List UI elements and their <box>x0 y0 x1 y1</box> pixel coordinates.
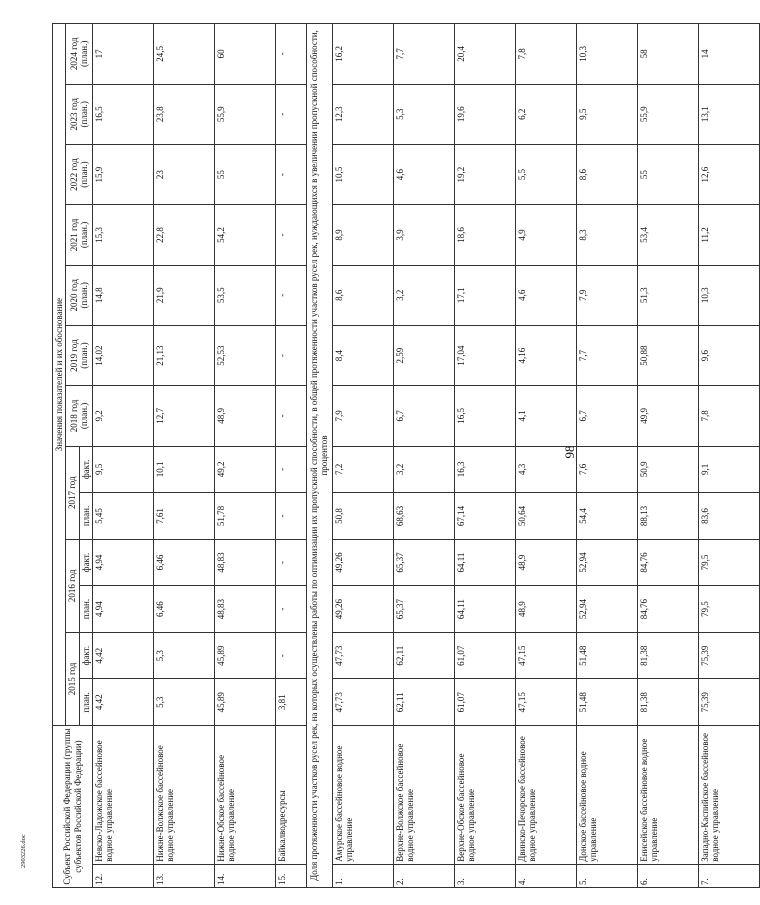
row-value-cell: 3,2 <box>393 265 454 325</box>
header-year-2018: 2018 год (план.) <box>66 386 93 446</box>
row-value-cell: 7,8 <box>698 386 759 446</box>
row-subject-name: Енисейское бассейновое водное управление <box>637 726 698 865</box>
row-subject-name: Байкалводресурсы <box>276 726 307 865</box>
row-value-cell: 7,9 <box>332 386 393 446</box>
row-value-cell: 79,5 <box>698 586 759 633</box>
row-value-cell: - <box>276 24 307 85</box>
row-value-cell: 7,7 <box>393 24 454 85</box>
row-value-cell: 54,2 <box>215 205 276 265</box>
row-value-cell: 8,9 <box>332 205 393 265</box>
row-value-cell: 50,9 <box>637 446 698 493</box>
row-value-cell: 51,48 <box>576 679 637 726</box>
row-value-cell: 10,1 <box>154 446 215 493</box>
row-value-cell: 9,2 <box>93 386 154 446</box>
page-number: 98 <box>562 445 577 459</box>
row-value-cell: 17 <box>93 24 154 85</box>
row-value-cell: 51,3 <box>637 265 698 325</box>
header-year-2021: 2021 год (план.) <box>66 205 93 265</box>
row-value-cell: 21,9 <box>154 265 215 325</box>
row-value-cell: - <box>276 632 307 679</box>
row-value-cell: 55 <box>637 144 698 204</box>
row-value-cell: - <box>276 493 307 540</box>
row-value-cell: 62,11 <box>393 679 454 726</box>
table-row <box>332 24 393 888</box>
row-value-cell: 48,9 <box>515 539 576 586</box>
row-value-cell: 8,3 <box>576 205 637 265</box>
row-subject-name: Верхне-Обское бассейновое водное управление <box>454 726 515 865</box>
row-value-cell: 20,4 <box>454 24 515 85</box>
row-value-cell: 13,1 <box>698 84 759 144</box>
row-value-cell: 50,8 <box>332 493 393 540</box>
header-2016-plan: план. <box>79 586 92 633</box>
header-2016-fact: факт. <box>79 539 92 586</box>
row-value-cell: 7,6 <box>576 446 637 493</box>
row-value-cell: 64,11 <box>454 539 515 586</box>
row-value-cell: 83,6 <box>698 493 759 540</box>
table-row <box>215 24 276 888</box>
row-value-cell: 81,38 <box>637 632 698 679</box>
row-value-cell: 47,15 <box>515 632 576 679</box>
section-title: Доля протяженности участков русел рек, на которых осуществлены работы по оптимизации их пропускной способности, в общей протяженности участков русел рек, нуждающихся в увеличении пропускной способности, процентов <box>307 24 333 888</box>
row-value-cell: 5,3 <box>393 84 454 144</box>
row-value-cell: 55 <box>215 144 276 204</box>
row-subject-name: Донское бассейновое водное управление <box>576 726 637 865</box>
row-value-cell: 49,9 <box>637 386 698 446</box>
row-value-cell: 49,26 <box>332 539 393 586</box>
row-value-cell: 12,6 <box>698 144 759 204</box>
row-value-cell: 7,8 <box>515 24 576 85</box>
row-value-cell: - <box>276 144 307 204</box>
row-value-cell: 17,04 <box>454 325 515 385</box>
row-value-cell: 4,1 <box>515 386 576 446</box>
row-subject-name: Невско-Ладожское бассейновое водное управление <box>93 726 154 865</box>
row-value-cell: 8,6 <box>576 144 637 204</box>
row-value-cell: 61,07 <box>454 679 515 726</box>
row-value-cell: 79,5 <box>698 539 759 586</box>
row-value-cell: 45,89 <box>215 632 276 679</box>
row-value-cell: 9,5 <box>576 84 637 144</box>
row-value-cell: 6,7 <box>393 386 454 446</box>
header-values-title: Значения показателей и их обоснование <box>53 24 66 726</box>
row-value-cell: 48,83 <box>215 586 276 633</box>
row-value-cell: 7,2 <box>332 446 393 493</box>
row-value-cell: 5,3 <box>154 679 215 726</box>
row-value-cell: 51,48 <box>576 632 637 679</box>
header-year-2019: 2019 год (план.) <box>66 325 93 385</box>
row-value-cell: 55,9 <box>637 84 698 144</box>
row-value-cell: 84,76 <box>637 586 698 633</box>
header-year-2017: 2017 год <box>66 446 79 539</box>
row-value-cell: 10,3 <box>698 265 759 325</box>
row-value-cell: 6,46 <box>154 539 215 586</box>
row-value-cell: 5,3 <box>154 632 215 679</box>
table-row <box>698 24 759 888</box>
header-2015-fact: факт. <box>79 632 92 679</box>
row-value-cell: 61,07 <box>454 632 515 679</box>
row-value-cell: 18,6 <box>454 205 515 265</box>
row-value-cell: 19,6 <box>454 84 515 144</box>
row-value-cell: 3,9 <box>393 205 454 265</box>
row-value-cell: - <box>276 386 307 446</box>
row-value-cell: 64,11 <box>454 586 515 633</box>
row-value-cell: 50,64 <box>515 493 576 540</box>
row-value-cell: 53,4 <box>637 205 698 265</box>
row-value-cell: 47,15 <box>515 679 576 726</box>
row-index: 5. <box>576 864 637 887</box>
table-row <box>454 24 515 888</box>
indicators-table <box>52 23 760 888</box>
row-value-cell: 14,02 <box>93 325 154 385</box>
row-value-cell: 7,7 <box>576 325 637 385</box>
row-value-cell: 4,6 <box>515 265 576 325</box>
row-value-cell: 65,37 <box>393 586 454 633</box>
row-value-cell: 7,9 <box>576 265 637 325</box>
row-value-cell: 10,3 <box>576 24 637 85</box>
row-value-cell: 48,9 <box>215 386 276 446</box>
table-body-part-b <box>332 24 759 888</box>
row-value-cell: 9,1 <box>698 446 759 493</box>
row-value-cell: - <box>276 84 307 144</box>
row-value-cell: 68,63 <box>393 493 454 540</box>
header-year-2020: 2020 год (план.) <box>66 265 93 325</box>
row-value-cell: 4,94 <box>93 586 154 633</box>
table-row <box>515 24 576 888</box>
row-value-cell: 45,89 <box>215 679 276 726</box>
row-value-cell: 19,2 <box>454 144 515 204</box>
row-value-cell: - <box>276 325 307 385</box>
row-value-cell: 54,4 <box>576 493 637 540</box>
row-value-cell: 10,5 <box>332 144 393 204</box>
row-value-cell: 47,73 <box>332 679 393 726</box>
row-index: 3. <box>454 864 515 887</box>
row-value-cell: 4,42 <box>93 679 154 726</box>
row-value-cell: 8,4 <box>332 325 393 385</box>
row-value-cell: 24,5 <box>154 24 215 85</box>
table-body-part-a <box>93 24 307 888</box>
row-index: 2. <box>393 864 454 887</box>
row-value-cell: 4,9 <box>515 205 576 265</box>
row-value-cell: 84,76 <box>637 539 698 586</box>
row-value-cell: 23,8 <box>154 84 215 144</box>
row-value-cell: 52,94 <box>576 586 637 633</box>
row-index: 7. <box>698 864 759 887</box>
row-value-cell: 51,78 <box>215 493 276 540</box>
row-value-cell: 4,6 <box>393 144 454 204</box>
header-year-2024: 2024 год (план.) <box>66 24 93 85</box>
row-value-cell: 17,1 <box>454 265 515 325</box>
row-value-cell: 6,2 <box>515 84 576 144</box>
header-2015-plan: план. <box>79 679 92 726</box>
header-year-2022: 2022 год (план.) <box>66 144 93 204</box>
row-value-cell: 14,8 <box>93 265 154 325</box>
row-value-cell: - <box>276 586 307 633</box>
row-value-cell: 16,3 <box>454 446 515 493</box>
table-row <box>576 24 637 888</box>
footer-filename: 2903226.doc <box>20 834 27 868</box>
row-value-cell: 60 <box>215 24 276 85</box>
header-year-2015: 2015 год <box>66 632 79 725</box>
table-row <box>393 24 454 888</box>
row-value-cell: 5,45 <box>93 493 154 540</box>
row-value-cell: 9,6 <box>698 325 759 385</box>
row-value-cell: 4,3 <box>515 446 576 493</box>
row-value-cell: 16,5 <box>454 386 515 446</box>
row-value-cell: 52,94 <box>576 539 637 586</box>
row-value-cell: 11,2 <box>698 205 759 265</box>
row-value-cell: - <box>276 539 307 586</box>
table-row <box>276 24 307 888</box>
row-value-cell: 7,61 <box>154 493 215 540</box>
row-index: 1. <box>332 864 393 887</box>
row-index: 15. <box>276 864 307 887</box>
row-value-cell: 4,42 <box>93 632 154 679</box>
row-value-cell: - <box>276 205 307 265</box>
row-value-cell: 52,53 <box>215 325 276 385</box>
row-value-cell: 67,14 <box>454 493 515 540</box>
header-year-2016: 2016 год <box>66 539 79 632</box>
row-value-cell: 6,7 <box>576 386 637 446</box>
row-index: 14. <box>215 864 276 887</box>
header-year-2023: 2023 год (план.) <box>66 84 93 144</box>
rotated-table-container <box>52 23 721 888</box>
row-value-cell: 14 <box>698 24 759 85</box>
row-subject-name: Западно-Каспийское бассейновое водное управление <box>698 726 759 865</box>
table-row <box>637 24 698 888</box>
row-value-cell: 48,9 <box>515 586 576 633</box>
row-value-cell: - <box>276 446 307 493</box>
row-subject-name: Амурское бассейновое водное управление <box>332 726 393 865</box>
row-value-cell: - <box>276 265 307 325</box>
row-value-cell: 8,6 <box>332 265 393 325</box>
row-value-cell: 15,3 <box>93 205 154 265</box>
row-index: 6. <box>637 864 698 887</box>
row-value-cell: 81,38 <box>637 679 698 726</box>
row-value-cell: 4,94 <box>93 539 154 586</box>
row-value-cell: 12,3 <box>332 84 393 144</box>
row-value-cell: 62,11 <box>393 632 454 679</box>
row-value-cell: 58 <box>637 24 698 85</box>
row-value-cell: 65,37 <box>393 539 454 586</box>
row-value-cell: 12,7 <box>154 386 215 446</box>
row-value-cell: 75,39 <box>698 679 759 726</box>
row-index: 13. <box>154 864 215 887</box>
row-value-cell: 16,2 <box>332 24 393 85</box>
row-value-cell: 3,81 <box>276 679 307 726</box>
row-value-cell: 6,46 <box>154 586 215 633</box>
row-subject-name: Верхне-Волжское бассейновое водное управление <box>393 726 454 865</box>
row-subject-name: Двинско-Печорское бассейновое водное управление <box>515 726 576 865</box>
table-row <box>93 24 154 888</box>
row-index: 12. <box>93 864 154 887</box>
row-value-cell: 15,9 <box>93 144 154 204</box>
row-value-cell: 53,5 <box>215 265 276 325</box>
row-subject-name: Нижне-Волжское бассейновое водное управление <box>154 726 215 865</box>
row-value-cell: 5,5 <box>515 144 576 204</box>
row-value-cell: 21,13 <box>154 325 215 385</box>
header-subject: Субъект Российской Федерации (группы субъектов Российской Федерации) <box>53 726 93 888</box>
row-value-cell: 22,8 <box>154 205 215 265</box>
row-value-cell: 9,5 <box>93 446 154 493</box>
row-value-cell: 75,39 <box>698 632 759 679</box>
row-value-cell: 3,2 <box>393 446 454 493</box>
row-value-cell: 4,16 <box>515 325 576 385</box>
row-value-cell: 49,2 <box>215 446 276 493</box>
row-value-cell: 48,83 <box>215 539 276 586</box>
row-value-cell: 49,26 <box>332 586 393 633</box>
table-row <box>154 24 215 888</box>
row-value-cell: 50,88 <box>637 325 698 385</box>
row-subject-name: Нижне-Обское бассейновое водное управление <box>215 726 276 865</box>
row-value-cell: 55,9 <box>215 84 276 144</box>
row-value-cell: 23 <box>154 144 215 204</box>
row-value-cell: 47,73 <box>332 632 393 679</box>
table-section-separator <box>307 24 333 888</box>
header-2017-fact: факт. <box>79 446 92 493</box>
row-value-cell: 16,5 <box>93 84 154 144</box>
row-value-cell: 2,59 <box>393 325 454 385</box>
row-value-cell: 88,13 <box>637 493 698 540</box>
header-2017-plan: план. <box>79 493 92 540</box>
row-index: 4. <box>515 864 576 887</box>
